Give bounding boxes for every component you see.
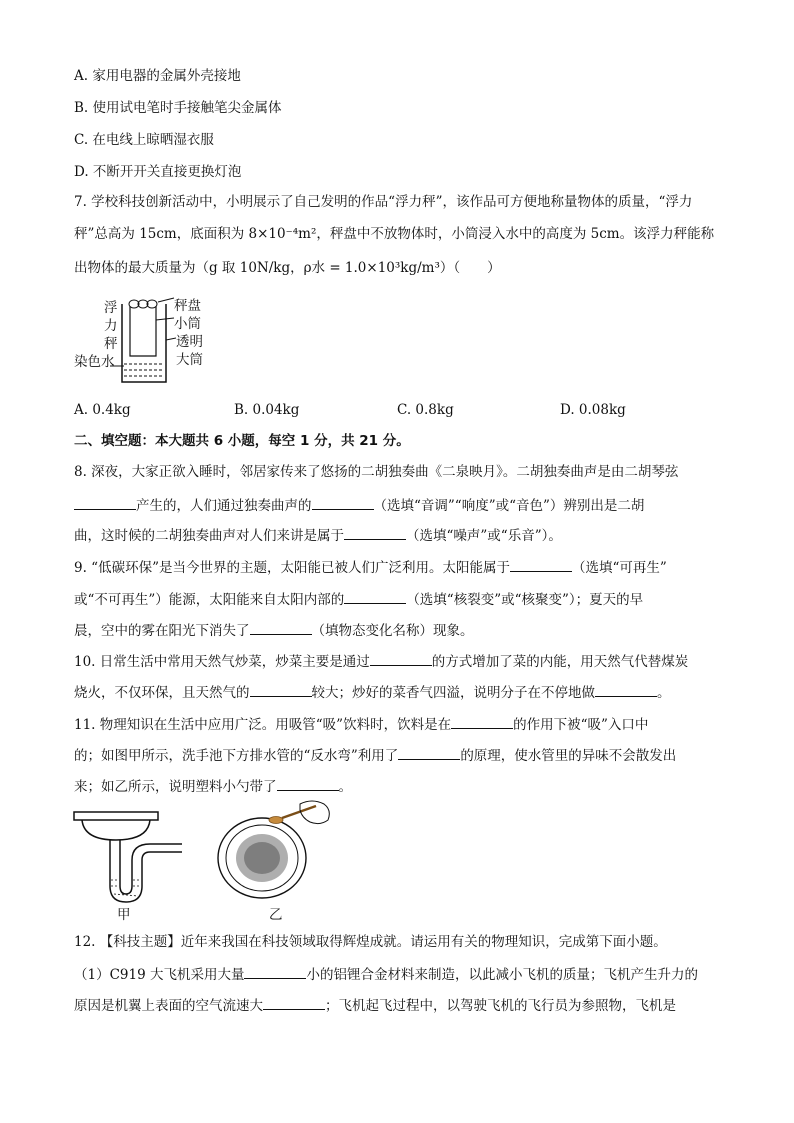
q12-line-3: 原因是机翼上表面的空气流速大 ；飞机起飞过程中，以驾驶飞机的飞行员为参照物，飞机是: [74, 994, 676, 1016]
q11-line-3: 来；如乙所示，说明塑料小勺带了 。: [74, 775, 352, 797]
label-small-tube: 小筒: [174, 316, 201, 332]
plate-spoon-figure: [216, 800, 338, 904]
answer-blank[interactable]: [398, 744, 460, 760]
answer-blank[interactable]: [451, 713, 513, 729]
answer-blank[interactable]: [344, 588, 406, 604]
q11-line-2: 的；如图甲所示，洗手池下方排水管的“反水弯”利用了 的原理，使水管里的异味不会散发出: [74, 744, 676, 766]
label-transparent: 透明: [176, 334, 203, 350]
q7-option-c: C. 0.8kg: [397, 402, 454, 418]
label-pan: 秤盘: [174, 298, 201, 314]
label-fu: 浮: [104, 300, 118, 316]
q6-option-a: A. 家用电器的金属外壳接地: [74, 68, 241, 84]
label-cheng: 秤: [104, 336, 118, 352]
label-li: 力: [104, 318, 118, 334]
figure-jia-label: 甲: [117, 907, 131, 923]
q11-line-1: 11. 物理知识在生活中应用广泛。用吸管“吸”饮料时，饮料是在 的作用下被“吸”入口中: [74, 713, 648, 735]
q8-line-1: 8. 深夜，大家正欲入睡时，邻居家传来了悠扬的二胡独奏曲《二泉映月》。二胡独奏曲声是由二胡琴弦: [74, 464, 679, 480]
q6-option-d: D. 不断开开关直接更换灯泡: [74, 164, 242, 180]
q10-line-2: 烧火，不仅环保，且天然气的 较大；炒好的菜香气四溢，说明分子在不停地做 。: [74, 681, 671, 703]
q6-option-c: C. 在电线上晾晒湿衣服: [74, 132, 214, 148]
q6-option-b: B. 使用试电笔时手接触笔尖金属体: [74, 100, 282, 116]
figure-yi-label: 乙: [269, 907, 283, 923]
answer-blank[interactable]: [250, 619, 312, 635]
answer-blank[interactable]: [344, 524, 406, 540]
answer-blank[interactable]: [312, 494, 374, 510]
answer-blank[interactable]: [74, 494, 136, 510]
q9-line-3: 晨，空中的雾在阳光下消失了 （填物态变化名称）现象。: [74, 619, 474, 641]
answer-blank[interactable]: [250, 681, 312, 697]
q7-option-a: A. 0.4kg: [74, 402, 131, 418]
q10-line-1: 10. 日常生活中常用天然气炒菜，炒菜主要是通过 的方式增加了菜的内能，用天然气代替煤炭: [74, 650, 688, 672]
answer-blank[interactable]: [244, 963, 306, 979]
section-2-heading: 二、填空题：本大题共 6 小题，每空 1 分，共 21 分。: [74, 433, 410, 449]
q9-line-2: 或“不可再生”）能源，太阳能来自太阳内部的 （选填“核裂变”或“核聚变”）；夏天的早: [74, 588, 643, 610]
q7-line-3: 出物体的最大质量为（g 取 10N/kg，ρ水 = 1.0×10³kg/m³）（ ）: [74, 260, 501, 276]
q8-line-3: 曲，这时候的二胡独奏曲声对人们来讲是属于 （选填“噪声”或“乐音”）。: [74, 524, 562, 546]
q7-line-2: 秤”总高为 15cm，底面积为 8×10⁻⁴m²，秤盘中不放物体时，小筒浸入水中的高度为 5cm。该浮力秤能称: [74, 226, 715, 242]
answer-blank[interactable]: [277, 775, 339, 791]
answer-blank[interactable]: [370, 650, 432, 666]
q7-option-d: D. 0.08kg: [560, 402, 626, 418]
q9-line-1: 9. “低碳环保”是当今世界的主题，太阳能已被人们广泛利用。太阳能属于 （选填“可再生”: [74, 556, 667, 578]
q7-line-1: 7. 学校科技创新活动中，小明展示了自己发明的作品“浮力秤”，该作品可方便地称量物体的质量，“浮力: [74, 194, 693, 210]
label-dyed-water: 染色水: [74, 354, 115, 370]
label-big-tube: 大筒: [176, 352, 203, 368]
q8-line-2: 产生的，人们通过独奏曲声的 （选填“音调”“响度”或“音色”）辨别出是二胡: [74, 494, 644, 516]
q12-line-2: （1）C919 大飞机采用大量 小的铝锂合金材料来制造，以此减小飞机的质量；飞机产生升力的: [74, 963, 698, 985]
answer-blank[interactable]: [595, 681, 657, 697]
answer-blank[interactable]: [510, 556, 572, 572]
q12-line-1: 12. 【科技主题】近年来我国在科技领域取得辉煌成就。请运用有关的物理知识，完成第下面小题。: [74, 934, 667, 950]
answer-blank[interactable]: [263, 994, 325, 1010]
q7-option-b: B. 0.04kg: [234, 402, 300, 418]
sink-u-trap-figure: [72, 806, 192, 906]
